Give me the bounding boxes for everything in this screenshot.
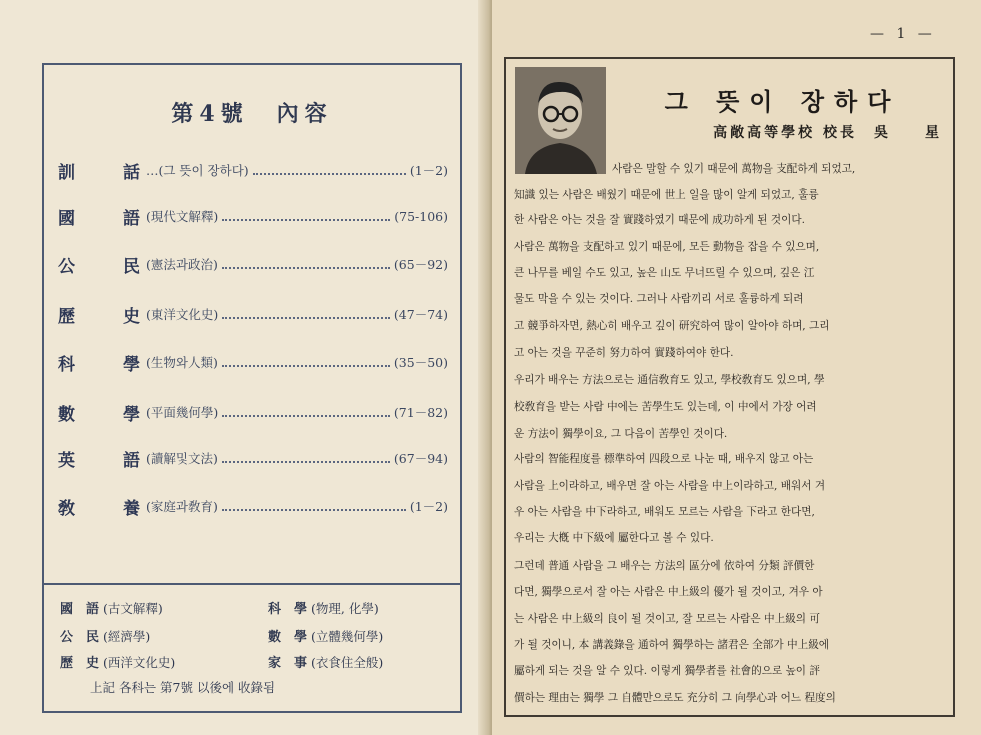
toc-subject: 敎 養 [58, 498, 140, 519]
toc-row [58, 347, 448, 377]
toc-subject: 數 學 [58, 404, 140, 425]
toc-pages: (67－94) [393, 451, 448, 466]
toc-pages: (1－2) [409, 499, 448, 514]
text-line: 사람은 萬物을 支配하고 있기 때문에, 모든 動物을 잡을 수 있으며, [514, 241, 820, 253]
toc-pages: (75-106) [394, 208, 448, 224]
toc-subject: 歷 史 [58, 306, 140, 327]
text-line: 가 될 것이니, 本 講義錄을 通하여 獨學하는 諸君은 全部가 中上級에 [514, 639, 830, 651]
text-line: 價하는 理由는 獨學 그 自體만으로도 充分히 그 向學心과 어느 程度의 [514, 692, 836, 704]
toc-row [58, 201, 448, 231]
toc-description: …(그 뜻이 장하다) [146, 163, 249, 178]
toc-description: (讀解및文法) [146, 451, 218, 466]
leader-dots [222, 357, 390, 367]
text-line: 고 競爭하자면, 熱心히 배우고 깊이 研究하여 많이 알아야 하며, 그리 [514, 320, 830, 332]
section-divider [44, 583, 460, 585]
later-item: 家 事 (衣食住全般) [268, 655, 384, 671]
toc-pages: (1－2) [409, 163, 448, 178]
toc-description: (生物와人類) [146, 355, 218, 370]
left-page [0, 0, 488, 735]
toc-row [58, 491, 448, 521]
text-line: 사람을 上이라하고, 배우면 잘 아는 사람을 中上이라하고, 배워서 겨 [514, 480, 826, 492]
toc-pages: (71－82) [393, 405, 448, 420]
toc-pages: (35－50) [393, 355, 448, 370]
toc-subject: 訓 話 [58, 162, 140, 183]
text-line: 그런데 普通 사람을 그 배우는 方法의 區分에 依하여 分類 評價한 [514, 560, 815, 572]
article-byline: 高敞高等學校 校長 吳 星 [713, 125, 942, 141]
leader-dots [222, 211, 390, 221]
toc-subject: 公 民 [58, 256, 140, 277]
toc-description: (現代文解釋) [146, 209, 219, 224]
text-line: 운 方法이 獨學이요, 그 다음이 苦學인 것이다. [514, 428, 728, 440]
text-line: 다면, 獨學으로서 잘 아는 사람은 中上級의 優가 될 것이고, 겨우 아 [514, 586, 823, 598]
toc-subject: 國 語 [58, 208, 140, 229]
toc-subject: 英 語 [58, 450, 140, 471]
toc-subject: 科 學 [58, 354, 140, 375]
text-line: 校敎育을 받는 사람 中에는 苦學生도 있는데, 이 中에서 가장 어려 [514, 401, 817, 413]
toc-row [58, 299, 448, 329]
text-line: 한 사람은 아는 것을 잘 實踐하였기 때문에 成功하게 된 것이다. [514, 214, 805, 226]
text-line: 사람의 智能程度를 標準하여 四段으로 나눈 때, 배우지 않고 아는 [514, 453, 814, 465]
text-line: 우 아는 사람을 中下라하고, 배워도 모르는 사람을 下라고 한다면, [514, 506, 815, 518]
later-item: 數 學 (立體幾何學) [268, 629, 384, 645]
text-line: 물도 막을 수 있는 것이다. 그러나 사람끼리 서로 훌륭하게 되려 [514, 293, 804, 305]
toc-row [58, 397, 448, 427]
leader-dots [222, 407, 390, 417]
text-line: 우리는 大槪 中下級에 屬한다고 볼 수 있다. [514, 532, 714, 544]
leader-dots [222, 501, 406, 511]
text-line: 큰 나무를 베일 수도 있고, 높은 山도 무너뜨릴 수 있으며, 깊은 江 [514, 267, 815, 279]
text-line: 知識 있는 사람은 배웠기 때문에 世上 일을 많이 알게 되었고, 훌륭 [514, 189, 819, 201]
toc-row [58, 249, 448, 279]
toc-row [58, 155, 448, 185]
toc-description: (東洋文化史) [146, 307, 219, 322]
text-line: 고 아는 것을 꾸준히 努力하여 實踐하여야 한다. [514, 347, 734, 359]
toc-pages: (47－74) [393, 307, 448, 322]
page-number: — 1 — [870, 26, 936, 42]
toc-row [58, 443, 448, 473]
toc-description: (家庭과敎育) [146, 499, 218, 514]
toc-pages: (65－92) [393, 257, 448, 272]
author-portrait [515, 67, 606, 174]
text-line: 사람은 말할 수 있기 때문에 萬物을 支配하게 되었고, [612, 163, 856, 175]
toc-description: (憲法과政治) [146, 257, 218, 272]
toc-description: (平面幾何學) [146, 405, 219, 420]
leader-dots [253, 165, 406, 175]
article-title: 그 뜻이 장하다 [664, 87, 901, 116]
later-item: 歷 史 (西洋文化史) [60, 655, 176, 671]
text-line: 우리가 배우는 方法으로는 通信敎育도 있고, 學校敎育도 있으며, 學 [514, 374, 825, 386]
later-item: 國 語 (古文解釋) [60, 601, 163, 617]
later-item: 科 學 (物理, 化學) [268, 601, 379, 617]
later-note: 上記 各科는 第7號 以後에 收錄됨 [90, 680, 276, 695]
later-item: 公 民 (經濟學) [60, 629, 151, 645]
leader-dots [222, 259, 390, 269]
text-line: 屬하게 되는 것을 알 수 있다. 이렇게 獨學者를 社會的으로 높이 評 [514, 665, 820, 677]
leader-dots [222, 309, 390, 319]
text-line: 는 사람은 中上級의 良이 될 것이고, 잘 모르는 사람은 中上級의 可 [514, 613, 820, 625]
contents-title: 第4號 內容 [171, 101, 333, 127]
leader-dots [222, 453, 390, 463]
